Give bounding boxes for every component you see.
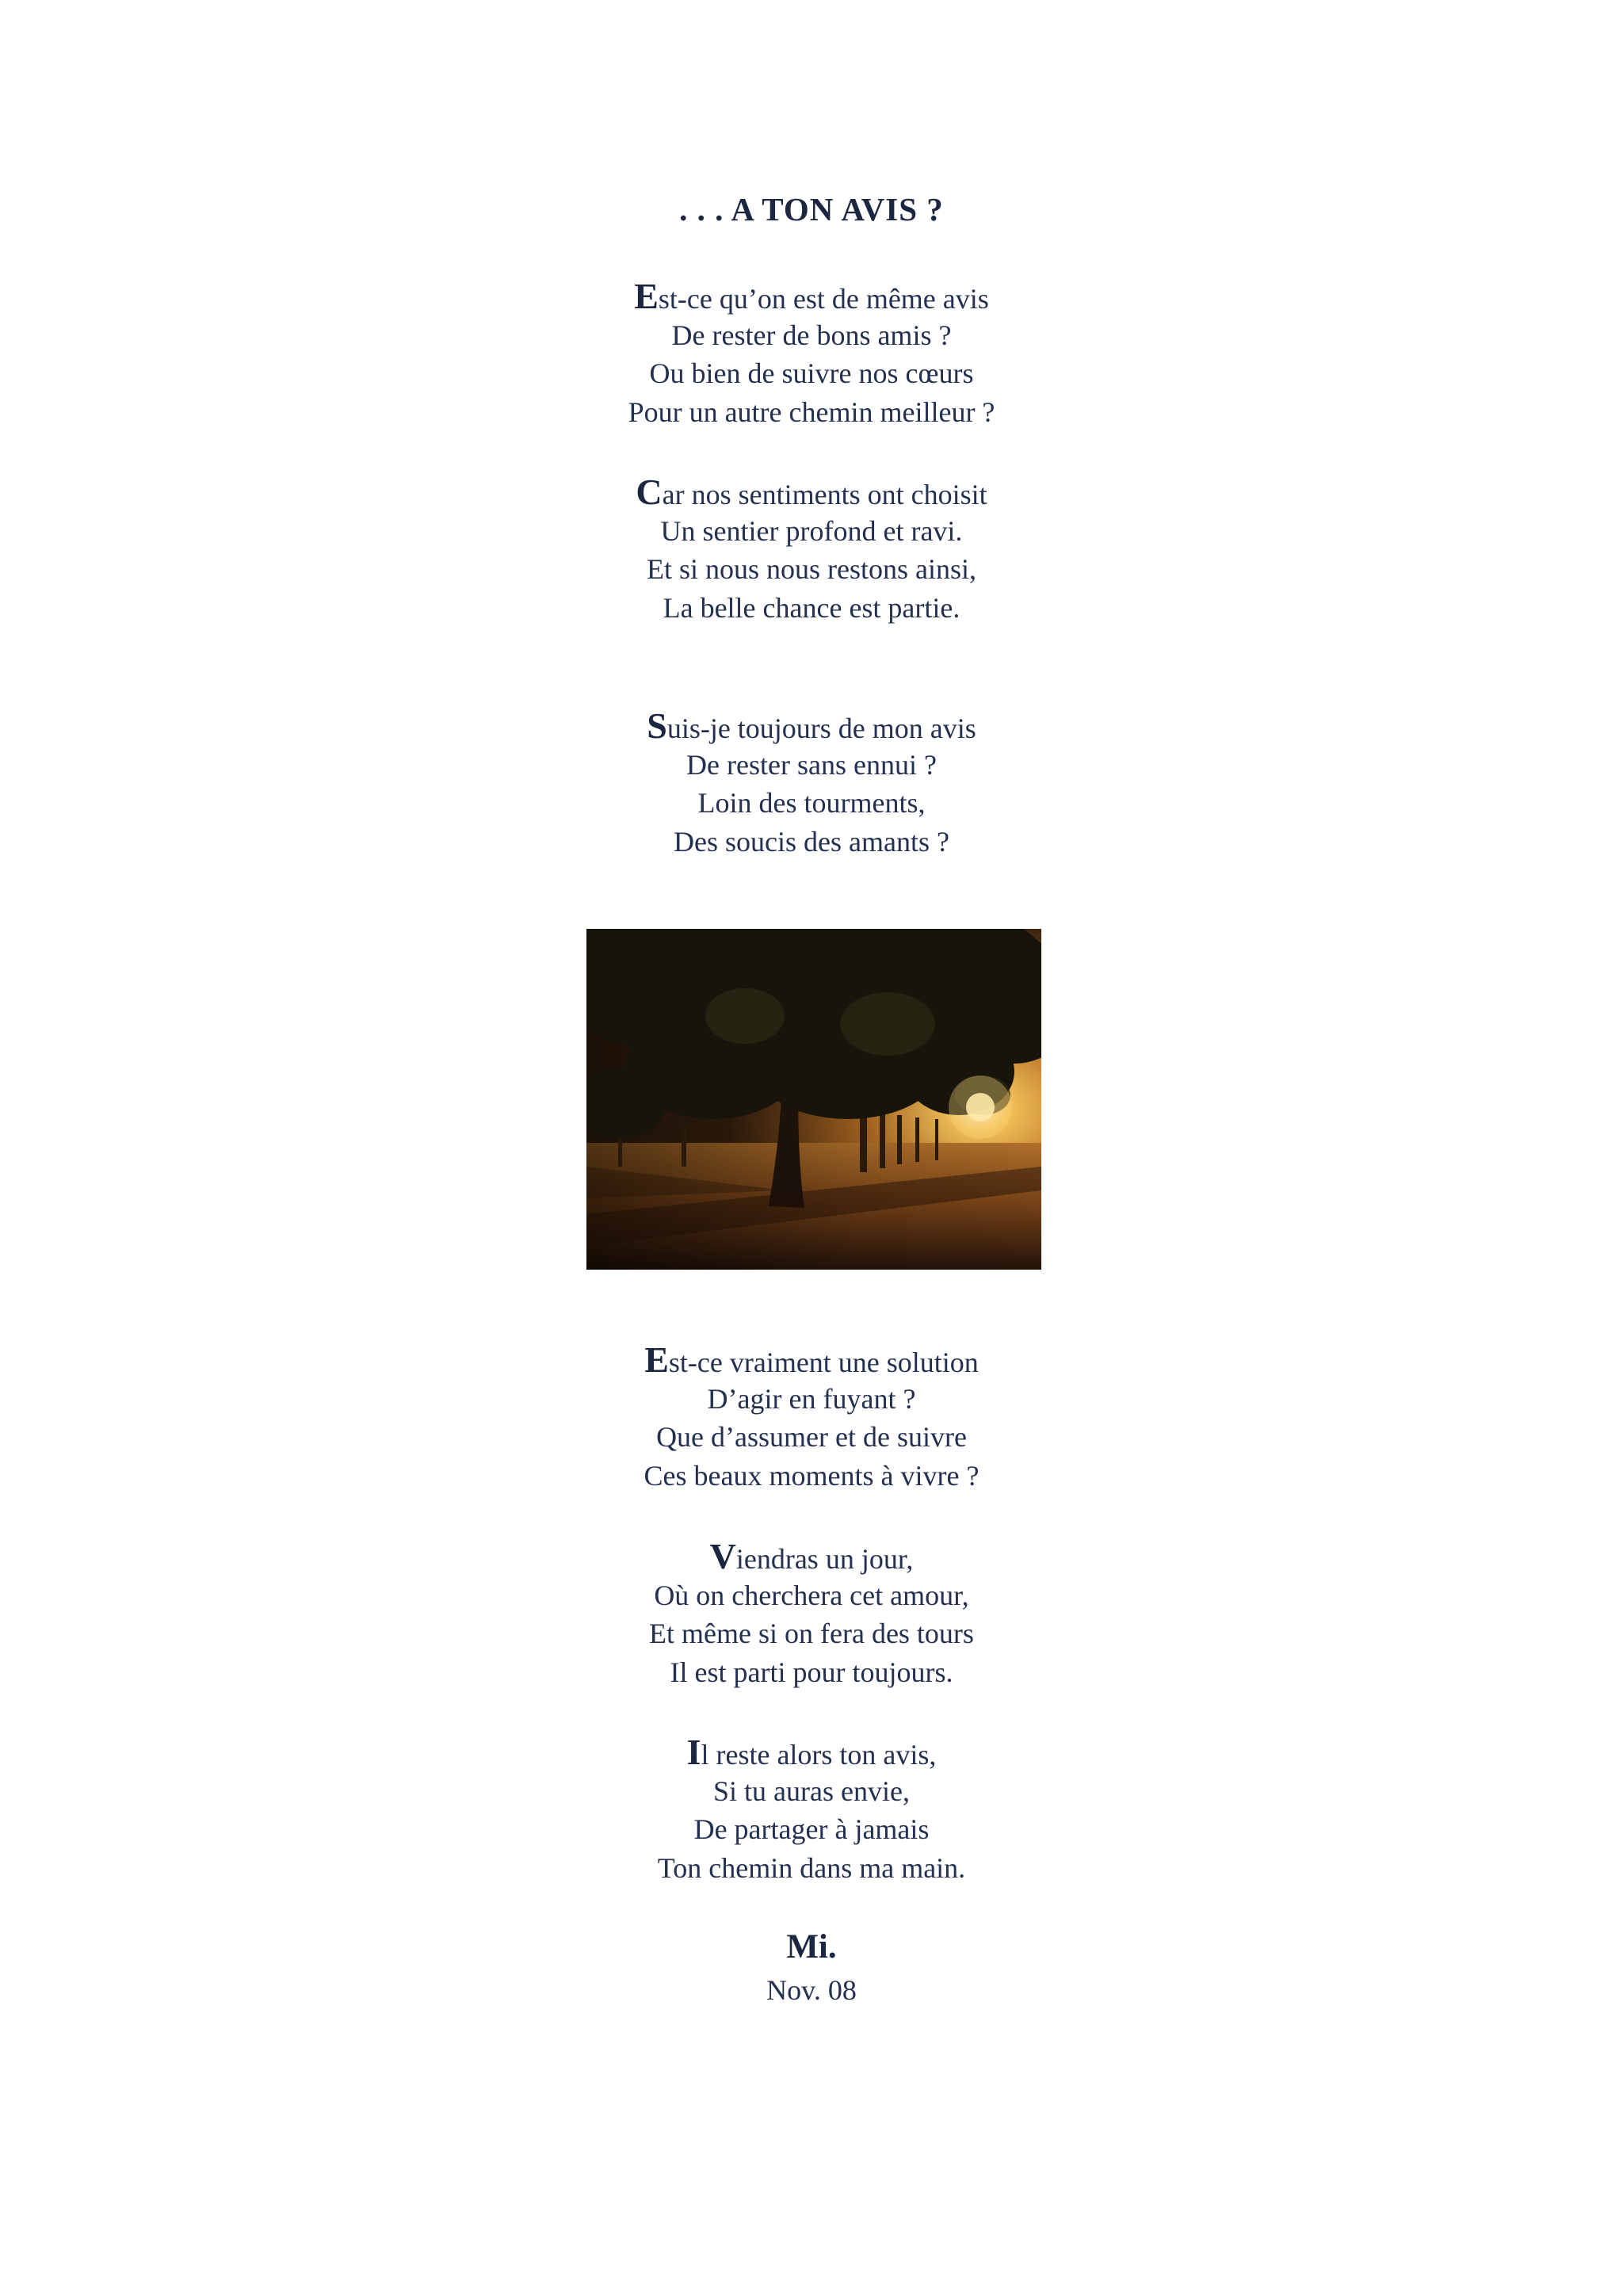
- stanza-line: D’agir en fuyant ?: [707, 1382, 916, 1415]
- stanza-line: Où on cherchera cet amour,: [654, 1579, 969, 1611]
- stanza-line: Des soucis des amants ?: [674, 825, 949, 858]
- poem-date: Nov. 08: [766, 1974, 857, 2006]
- stanza-line: Il reste alors ton avis,: [686, 1732, 937, 1772]
- stanza-line: De rester de bons amis ?: [671, 319, 952, 351]
- stanza-line: Car nos sentiments ont choisit: [636, 472, 987, 512]
- stanza-4: [0, 1341, 1623, 1495]
- stanza-line: De rester sans ennui ?: [686, 748, 937, 781]
- stanza-line: Pour un autre chemin meilleur ?: [628, 395, 995, 428]
- stanza-line: Ton chemin dans ma main.: [657, 1851, 966, 1884]
- stanza-line: Viendras un jour,: [709, 1536, 914, 1576]
- stanza-5: [0, 1538, 1623, 1691]
- stanza-line: Et même si on fera des tours: [649, 1618, 974, 1649]
- stanza-2: [0, 473, 1623, 627]
- stanza-line: Suis-je toujours de mon avis: [647, 705, 976, 746]
- stanza-line: Un sentier profond et ravi.: [660, 514, 963, 547]
- stanza-line: Il est parti pour toujours.: [670, 1656, 953, 1688]
- stanza-line: Loin des tourments,: [697, 787, 926, 819]
- stanza-line: Et si nous nous restons ainsi,: [646, 553, 976, 585]
- drop-initial: E: [644, 1339, 669, 1380]
- stanza-line: La belle chance est partie.: [663, 591, 960, 624]
- stanza-6: [0, 1733, 1623, 1887]
- stanza-line: Si tu auras envie,: [713, 1775, 910, 1807]
- sunset-trees-image: [586, 929, 1041, 1270]
- drop-initial: C: [636, 472, 663, 512]
- stanza-3: [0, 707, 1623, 861]
- stanza-line: De partager à jamais: [693, 1813, 930, 1845]
- stanza-line: Ces beaux moments à vivre ?: [643, 1459, 980, 1492]
- author-signature: Mi.: [786, 1928, 837, 1966]
- drop-initial: V: [709, 1536, 736, 1576]
- drop-initial: S: [647, 705, 667, 746]
- stanza-line: Que d’assumer et de suivre: [656, 1421, 967, 1453]
- drop-initial: I: [686, 1732, 701, 1772]
- stanza-line: Est-ce vraiment une solution: [644, 1339, 979, 1380]
- poem-title: . . . A TON AVIS ?: [679, 191, 944, 227]
- drop-initial: E: [634, 276, 659, 316]
- stanza-line: Est-ce qu’on est de même avis: [634, 276, 989, 316]
- sunset-trees-photo: [586, 929, 1041, 1270]
- stanza-1: [0, 277, 1623, 431]
- stanza-line: Ou bien de suivre nos cœurs: [649, 357, 974, 389]
